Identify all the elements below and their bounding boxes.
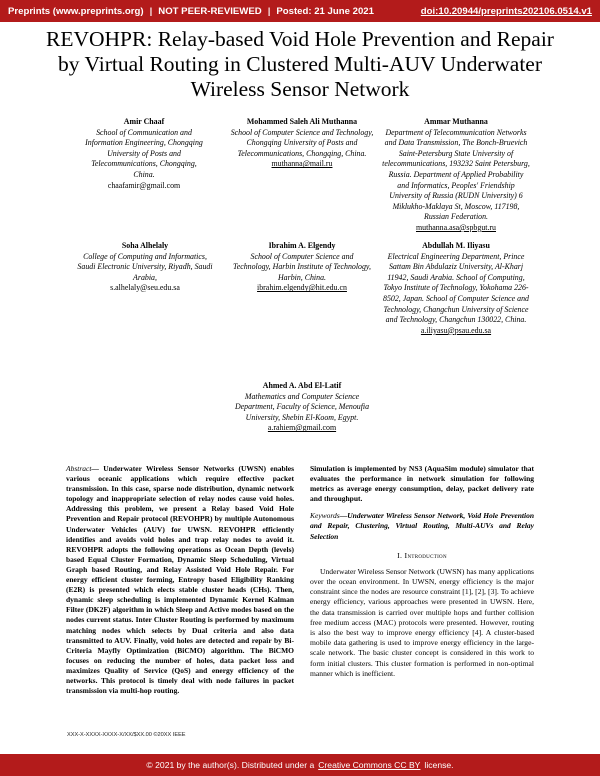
author-affiliation: Department of Telecommunication Networks and Data Transmission, The Bonch-Bruevich Saint-Petersburg State University of telecommunications, 193232 Saint Petersburg, Russia. Department of Applied Probability and Informatics, Peoples' Friendship University of Russia (RUDN University) 6 Miklukho-Maklaya St, Moscow, 117198, Russian Federation.: [382, 127, 530, 222]
author-affiliation: School of Computer Science and Technology, Harbin Institute of Technology, Harbin, China.: [233, 251, 371, 282]
posted-date: Posted: 21 June 2021: [276, 5, 374, 17]
author-email[interactable]: a.iliyasu@psau.edu.sa: [420, 325, 492, 335]
author-block: [382, 241, 530, 336]
author-block: [76, 241, 214, 294]
banner-separator: |: [149, 5, 153, 17]
section-title: Introduction: [404, 550, 447, 560]
author-affiliation: School of Computer Science and Technology, Chongqing University of Posts and Telecommunications, Chongqing, China.: [230, 127, 374, 158]
abstract-text: Underwater Wireless Sensor Networks (UWSN) enables various oceanic applications which require effective packet transmission. In this case, sparse node distribution, dynamic network topology and inappropriate selection of relay nodes cause void holes. Addressing this problem, we present a Relay based Void Hole Prevention and Repair protocol (REVOHPR) by multiple Autonomous Underwater Vehicles (AUV) for UWSN. REVOHPR efficiently identifies and avoids void holes and trap relay nodes to avoid it. REVOHPR adopts the following operations as Ocean Depth (levels) based Equal Cluster Formation, Dynamic Sleep Scheduling, Virtual Graph based Routing, and Relay Assisted Void Hole Repair. For energy efficient cluster forming, Entropy based Eligibility Ranking (E2R) is presented which elects stable cluster heads (CHs). Then, dynamic sleep scheduling is implemented Dynamic Kernel Kalman Filter (DK2F) algorithm in which Sleep and Active modes based on the nodes current status. Inter Cluster Routing is performed by maximum matching nodes which selects by Dual criteria and also data transmitted to AUV. Finally, void holes are detected and repair by Bi-Criteria Mayfly Optimization (BiCMO) algorithm. The BiCMO focuses on reducing the number of holes, data packet loss and maximizes Quality of Service (QoS) and energy efficiency of the networks. This protocol is timely deal with node failures in packet transmission via multi-hop routing.: [66, 464, 294, 696]
license-suffix: license.: [424, 760, 454, 770]
banner-left: [8, 6, 374, 17]
author-email[interactable]: a.rahiem@gmail.com: [267, 423, 337, 433]
author-email[interactable]: chaafamir@gmail.com: [107, 180, 181, 190]
author-name: Mohammed Saleh Ali Muthanna: [246, 117, 358, 126]
introduction-text: Underwater Wireless Sensor Network (UWSN) has many applications over the ocean environment. In UWSN, energy efficiency is the major constraint since the nodes are resource constraint [1], [2], [3]. To achieve energy efficiency, various approaches were presented in UWSN. Here, the data transmission is carried over multiple hops and further collision free medium access (MAC) protocols were presented. However, routing is also the best way to improve energy efficiency [4]. A cluster-based mobile data gathering is used to improve energy efficiency in the large-scale network. The basic cluster concept is considered in this work to form initial clusters. This cluster formation is performed in non-optimal manner which is inefficient.: [310, 566, 534, 678]
right-column: [310, 464, 534, 679]
author-name: Abdullah M. Iliyasu: [422, 241, 490, 250]
abstract: [66, 464, 294, 696]
author-name: Ibrahim A. Elgendy: [268, 241, 336, 250]
section-number: I.: [397, 550, 403, 560]
author-email[interactable]: ibrahim.elgendy@hit.edu.cn: [257, 283, 347, 293]
license-banner: [0, 754, 600, 776]
author-name: Ahmed A. Abd El-Latif: [262, 381, 342, 390]
author-block: [228, 381, 376, 434]
author-email[interactable]: muthanna.asa@spbgut.ru: [415, 222, 497, 232]
author-affiliation: School of Communication and Information Engineering, Chongqing University of Posts and Telecommunications, Chongqing, China.: [85, 127, 203, 179]
author-affiliation: Electrical Engineering Department, Prince Sattam Bin Abdulaziz University, Al-Kharj 11942, Saudi Arabia. School of Computing, Tokyo Institute of Technology, Yokohama 226-8502, Japan. School of Computer Science and Technology, Changchun University of Science and Technology, Changchun 130022, China.: [383, 251, 529, 325]
author-email[interactable]: muthanna@mail.ru: [271, 159, 333, 169]
review-status: NOT PEER-REVIEWED: [158, 5, 262, 17]
author-name: Soha Alhelaly: [121, 241, 169, 250]
cc-license-link[interactable]: Creative Commons CC BY: [318, 760, 421, 770]
author-block: [228, 117, 376, 170]
paper-title: REVOHPR: Relay-based Void Hole Prevention and Repair by Virtual Routing in Clustered Multi-AUV Underwater Wireless Sensor Network: [46, 27, 554, 101]
keywords-label: Keywords: [310, 511, 340, 521]
author-name: Ammar Muthanna: [424, 117, 488, 126]
keywords-text: Underwater Wireless Sensor Network, Void Hole Prevention and Repair, Clustering, Virtual Routing, Multi-AUVs and Relay Selection: [310, 511, 534, 541]
abstract-dash: —: [91, 464, 99, 473]
license-prefix: © 2021 by the author(s). Distributed under a: [146, 760, 315, 770]
doi-link[interactable]: doi:10.20944/preprints202106.0514.v1: [420, 5, 592, 17]
author-block: [232, 241, 372, 294]
site-link[interactable]: Preprints (www.preprints.org): [8, 5, 144, 17]
author-name: Amir Chaaf: [123, 117, 165, 126]
section-heading: [310, 551, 534, 561]
ieee-identifier: XXX-X-XXXX-XXXX-X/XX/$XX.00 ©20XX IEEE: [67, 732, 186, 738]
keywords: [310, 511, 534, 541]
author-block: [382, 117, 530, 234]
keywords-dash: —: [339, 511, 348, 521]
preprint-banner: [0, 0, 600, 22]
abstract-continuation: Simulation is implemented by NS3 (AquaSim module) simulator that evaluates the performance in network simulation for following metrics as average energy consumption, delay, packet delivery rate and throughput.: [310, 464, 534, 504]
author-affiliation: College of Computing and Informatics, Saudi Electronic University, Riyadh, Saudi Arabia,: [77, 251, 213, 282]
banner-separator: |: [267, 5, 271, 17]
author-affiliation: Mathematics and Computer Science Department, Faculty of Science, Menoufia University, Shebin El-Koom, Egypt.: [234, 391, 370, 422]
author-email[interactable]: s.alhelaly@seu.edu.sa: [110, 283, 180, 293]
abstract-label: Abstract: [66, 464, 92, 473]
author-block: [82, 117, 206, 191]
